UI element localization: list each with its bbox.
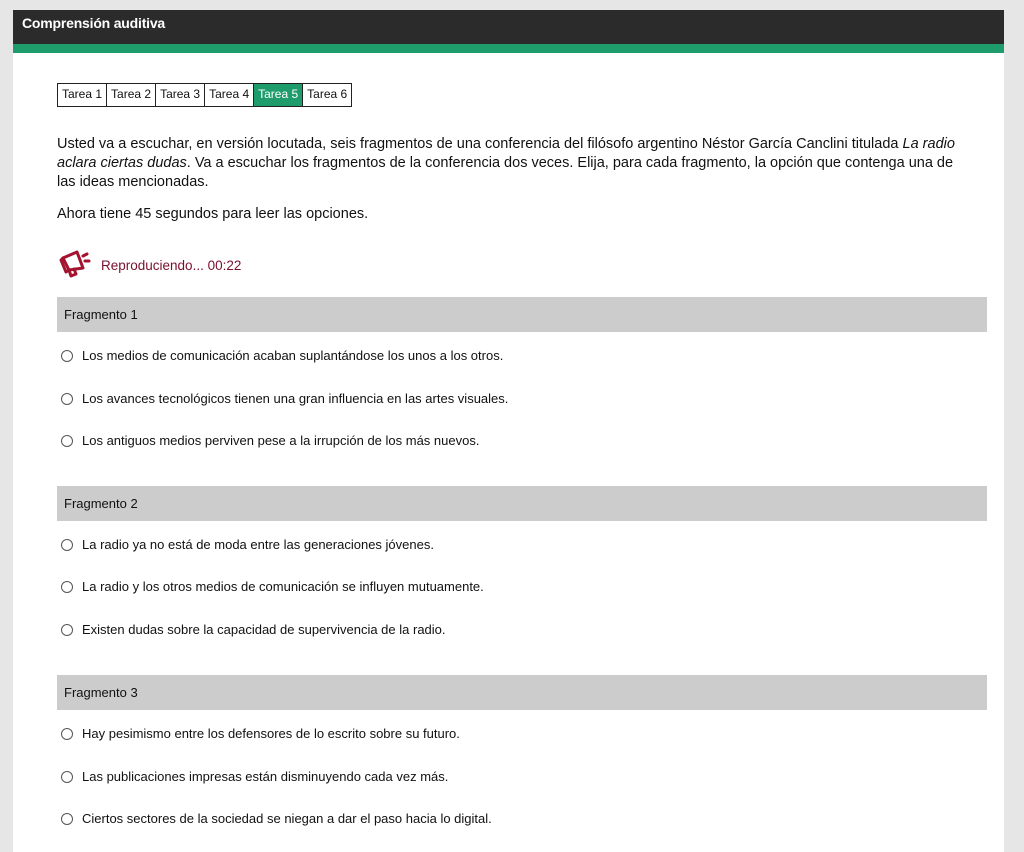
exercise-frame [13, 10, 1004, 852]
radio-button[interactable] [61, 350, 73, 362]
tab-tarea-2[interactable]: Tarea 2 [107, 84, 156, 106]
radio-button[interactable] [61, 771, 73, 783]
radio-button[interactable] [61, 581, 73, 593]
fragment-3-option-3[interactable] [61, 811, 492, 826]
fragment-2-option-1[interactable] [61, 537, 434, 552]
fragment-2-option-2[interactable] [61, 579, 484, 594]
option-label: Las publicaciones impresas están disminuyendo cada vez más. [82, 769, 449, 784]
megaphone-icon [57, 246, 91, 285]
instructions [57, 135, 962, 224]
fragment-2-header: Fragmento 2 [57, 486, 987, 521]
option-label: Ciertos sectores de la sociedad se niegan a dar el paso hacia lo digital. [82, 811, 492, 826]
instructions-paragraph [57, 135, 962, 192]
tab-tarea-3[interactable]: Tarea 3 [156, 84, 205, 106]
tab-tarea-4[interactable]: Tarea 4 [205, 84, 254, 106]
title-bar [13, 10, 1004, 53]
radio-button[interactable] [61, 624, 73, 636]
fragment-1-option-2[interactable] [61, 391, 508, 406]
instructions-text-end: . Va a escuchar los fragmentos de la conferencia dos veces. Elija, para cada fragmento, la opción que contenga una de las ideas mencionadas. [57, 155, 954, 190]
fragment-3-option-2[interactable] [61, 769, 448, 784]
option-label: Los antiguos medios perviven pese a la irrupción de los más nuevos. [82, 433, 480, 448]
reading-time-note: Ahora tiene 45 segundos para leer las opciones. [57, 206, 369, 222]
audio-player [57, 246, 241, 285]
option-label: Los avances tecnológicos tienen una gran influencia en las artes visuales. [82, 391, 509, 406]
instructions-text-start: Usted va a escuchar, en versión locutada, seis fragmentos de una conferencia del filósofo argentino Néstor García Canclini titulada [57, 136, 903, 152]
tab-tarea-1[interactable]: Tarea 1 [58, 84, 107, 106]
fragment-1-option-1[interactable] [61, 348, 503, 363]
fragment-3-header: Fragmento 3 [57, 675, 987, 710]
fragment-1-option-3[interactable] [61, 433, 479, 448]
tab-tarea-6[interactable]: Tarea 6 [303, 84, 351, 106]
task-tabs [57, 83, 352, 107]
tab-tarea-5[interactable]: Tarea 5 [254, 84, 303, 106]
radio-button[interactable] [61, 728, 73, 740]
fragment-3-option-1[interactable] [61, 726, 460, 741]
fragment-1-header: Fragmento 1 [57, 297, 987, 332]
page-title: Comprensión auditiva [22, 15, 166, 31]
playback-status: Reproduciendo... 00:22 [101, 258, 242, 273]
fragment-2-option-3[interactable] [61, 622, 446, 637]
radio-button[interactable] [61, 813, 73, 825]
conference-title: La radio aclara ciertas dudas [57, 136, 955, 171]
option-label: Los medios de comunicación acaban suplantándose los unos a los otros. [82, 348, 504, 363]
option-label: La radio y los otros medios de comunicación se influyen mutuamente. [82, 579, 484, 594]
radio-button[interactable] [61, 539, 73, 551]
radio-button[interactable] [61, 393, 73, 405]
option-label: Existen dudas sobre la capacidad de supervivencia de la radio. [82, 622, 446, 637]
option-label: La radio ya no está de moda entre las generaciones jóvenes. [82, 537, 434, 552]
option-label: Hay pesimismo entre los defensores de lo escrito sobre su futuro. [82, 726, 460, 741]
radio-button[interactable] [61, 435, 73, 447]
